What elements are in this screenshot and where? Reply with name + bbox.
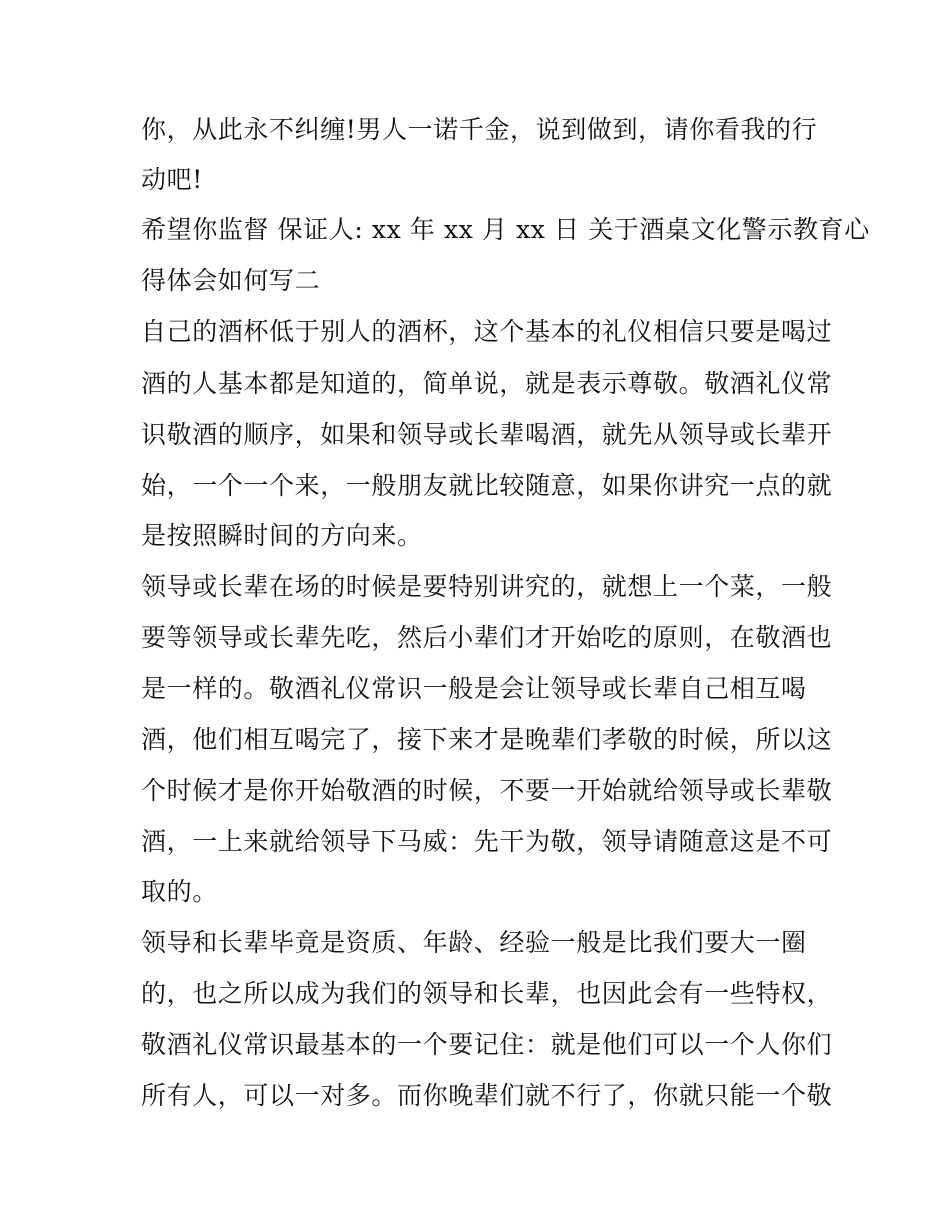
text-line: 领导或长辈在场的时候是要特别讲究的，就想上一个菜，一般 xyxy=(141,572,833,601)
text-line: 酒，他们相互喝完了，接下来才是晚辈们孝敬的时候，所以这 xyxy=(141,725,833,754)
text-line: 个时候才是你开始敬酒的时候，不要一开始就给领导或长辈敬 xyxy=(141,776,833,805)
text-line: 酒，一上来就给领导下马威：先干为敬，领导请随意这是不可 xyxy=(141,827,833,856)
text-line: 得体会如何写二 xyxy=(141,266,321,295)
text-line: 始，一个一个来，一般朋友就比较随意，如果你讲究一点的就 xyxy=(141,471,833,500)
text-line: 动吧! xyxy=(141,165,203,194)
text-line: 酒的人基本都是知道的，简单说，就是表示尊敬。敬酒礼仪常 xyxy=(141,369,833,398)
text-line: 领导和长辈毕竟是资质、年龄、经验一般是比我们要大一圈 xyxy=(141,928,807,957)
text-line: 你，从此永不纠缠!男人一诺千金，说到做到，请你看我的行 xyxy=(141,115,818,144)
text-line: 自己的酒杯低于别人的酒杯，这个基本的礼仪相信只要是喝过 xyxy=(141,317,833,346)
text-line: 是按照瞬时间的方向来。 xyxy=(141,521,423,550)
text-line: 敬酒礼仪常识最基本的一个要记住：就是他们可以一个人你们 xyxy=(141,1030,833,1059)
text-line: 要等领导或长辈先吃，然后小辈们才开始吃的原则，在敬酒也 xyxy=(141,623,833,652)
text-line: 希望你监督 保证人: xx 年 xx 月 xx 日 关于酒桌文化警示教育心 xyxy=(141,215,870,244)
text-line: 取的。 xyxy=(141,877,218,906)
text-line: 所有人，可以一对多。而你晚辈们就不行了，你就只能一个敬 xyxy=(141,1081,833,1110)
text-line: 的，也之所以成为我们的领导和长辈，也因此会有一些特权， xyxy=(141,979,833,1008)
text-line: 是一样的。敬酒礼仪常识一般是会让领导或长辈自己相互喝 xyxy=(141,674,807,703)
text-line: 识敬酒的顺序，如果和领导或长辈喝酒，就先从领导或长辈开 xyxy=(141,420,833,449)
